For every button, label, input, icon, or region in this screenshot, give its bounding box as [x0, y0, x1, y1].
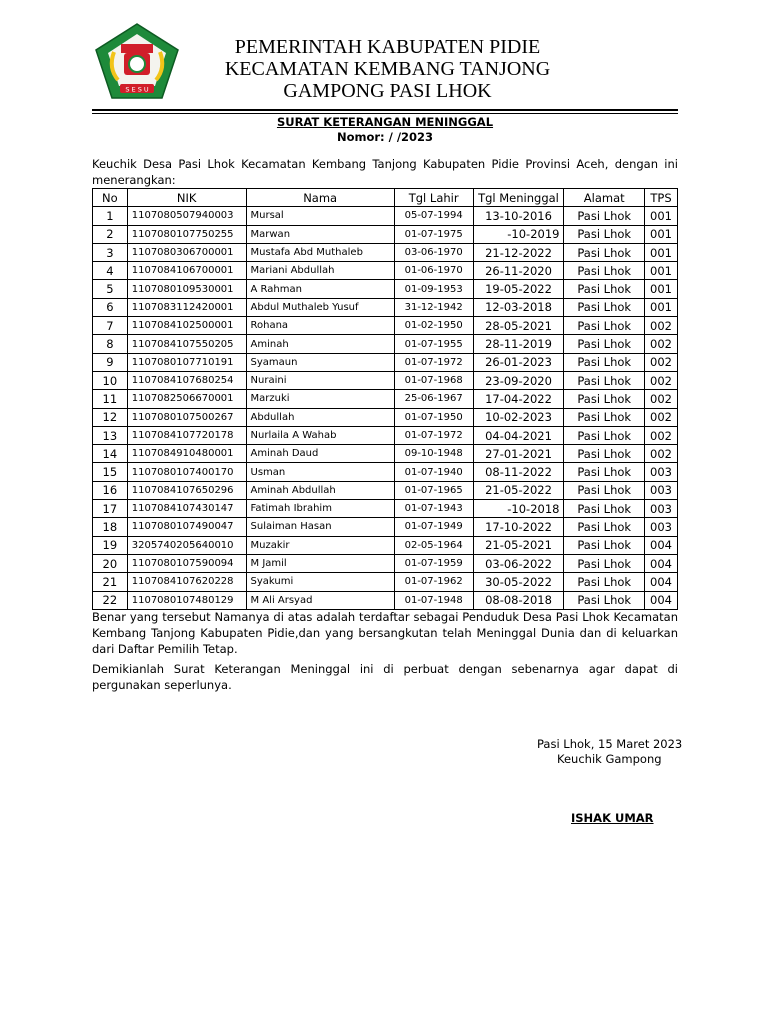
- cell-alamat: Pasi Lhok: [564, 518, 645, 536]
- cell-tgl-meninggal: 12-03-2018: [473, 298, 564, 316]
- cell-alamat: Pasi Lhok: [564, 463, 645, 481]
- cell-nik: 1107084107720178: [127, 426, 246, 444]
- cell-tgl-lahir: 01-02-1950: [394, 317, 473, 335]
- cell-nama: Sulaiman Hasan: [246, 518, 394, 536]
- cell-no: 2: [93, 225, 128, 243]
- cell-nik: 1107080107750255: [127, 225, 246, 243]
- cell-tps: 001: [645, 207, 678, 225]
- cell-tps: 001: [645, 280, 678, 298]
- kabupaten-pidie-emblem: [94, 22, 180, 102]
- cell-nama: Syamaun: [246, 353, 394, 371]
- cell-tgl-meninggal: 08-11-2022: [473, 463, 564, 481]
- cell-tgl-lahir: 01-07-1948: [394, 591, 473, 609]
- cell-no: 19: [93, 536, 128, 554]
- cell-tgl-meninggal: 30-05-2022: [473, 573, 564, 591]
- signature-position: Keuchik Gampong: [557, 752, 662, 766]
- table-row: [93, 426, 678, 444]
- cell-tgl-lahir: 02-05-1964: [394, 536, 473, 554]
- cell-tps: 003: [645, 500, 678, 518]
- cell-nik: 1107083112420001: [127, 298, 246, 316]
- table-row: [93, 317, 678, 335]
- cell-tgl-meninggal: -10-2019: [473, 225, 564, 243]
- cell-nama: Aminah: [246, 335, 394, 353]
- cell-tgl-lahir: 01-07-1959: [394, 554, 473, 572]
- cell-alamat: Pasi Lhok: [564, 317, 645, 335]
- table-header-row: [93, 189, 678, 207]
- cell-nik: 1107080107480129: [127, 591, 246, 609]
- letterhead: [190, 36, 585, 102]
- document-title: SURAT KETERANGAN MENINGGAL: [276, 115, 494, 129]
- cell-nama: Usman: [246, 463, 394, 481]
- table-row: [93, 408, 678, 426]
- cell-alamat: Pasi Lhok: [564, 243, 645, 261]
- cell-tgl-meninggal: 17-10-2022: [473, 518, 564, 536]
- cell-no: 9: [93, 353, 128, 371]
- cell-tps: 002: [645, 335, 678, 353]
- cell-nik: 1107080107710191: [127, 353, 246, 371]
- cell-tgl-lahir: 01-07-1943: [394, 500, 473, 518]
- col-header-no: No: [93, 189, 128, 207]
- table-row: [93, 335, 678, 353]
- deceased-table: [92, 188, 678, 610]
- cell-nik: 1107084107650296: [127, 481, 246, 499]
- document-number: Nomor: / /2023: [336, 130, 434, 144]
- cell-nik: 1107084107550205: [127, 335, 246, 353]
- intro-paragraph: Keuchik Desa Pasi Lhok Kecamatan Kembang Tanjong Kabupaten Pidie Provinsi Aceh, dengan ini menerangkan:: [92, 157, 678, 187]
- col-header-alamat: Alamat: [564, 189, 645, 207]
- letterhead-rule-thin: [92, 113, 678, 114]
- cell-tgl-meninggal: 21-05-2021: [473, 536, 564, 554]
- cell-nama: Rohana: [246, 317, 394, 335]
- cell-tgl-lahir: 01-07-1962: [394, 573, 473, 591]
- cell-tgl-lahir: 01-07-1968: [394, 371, 473, 389]
- cell-alamat: Pasi Lhok: [564, 353, 645, 371]
- cell-tps: 003: [645, 518, 678, 536]
- cell-tps: 002: [645, 317, 678, 335]
- cell-nama: Mariani Abdullah: [246, 262, 394, 280]
- cell-nama: A Rahman: [246, 280, 394, 298]
- cell-nama: Nurlaila A Wahab: [246, 426, 394, 444]
- cell-nik: 1107084910480001: [127, 445, 246, 463]
- cell-alamat: Pasi Lhok: [564, 481, 645, 499]
- letterhead-government: PEMERINTAH KABUPATEN PIDIE: [234, 36, 541, 58]
- table-row: [93, 390, 678, 408]
- cell-alamat: Pasi Lhok: [564, 280, 645, 298]
- cell-nama: Marzuki: [246, 390, 394, 408]
- cell-alamat: Pasi Lhok: [564, 371, 645, 389]
- cell-alamat: Pasi Lhok: [564, 500, 645, 518]
- cell-alamat: Pasi Lhok: [564, 390, 645, 408]
- cell-nama: Abdullah: [246, 408, 394, 426]
- cell-alamat: Pasi Lhok: [564, 335, 645, 353]
- cell-tgl-meninggal: 19-05-2022: [473, 280, 564, 298]
- cell-tgl-meninggal: 28-11-2019: [473, 335, 564, 353]
- cell-tgl-meninggal: 08-08-2018: [473, 591, 564, 609]
- cell-tps: 004: [645, 554, 678, 572]
- table-row: [93, 207, 678, 225]
- table-row: [93, 518, 678, 536]
- cell-alamat: Pasi Lhok: [564, 445, 645, 463]
- cell-tgl-lahir: 01-07-1940: [394, 463, 473, 481]
- cell-tps: 002: [645, 390, 678, 408]
- cell-nama: Aminah Abdullah: [246, 481, 394, 499]
- cell-nik: 1107084106700001: [127, 262, 246, 280]
- cell-nama: Mursal: [246, 207, 394, 225]
- cell-nik: 1107080306700001: [127, 243, 246, 261]
- cell-tps: 001: [645, 225, 678, 243]
- cell-tgl-lahir: 01-06-1970: [394, 262, 473, 280]
- table-row: [93, 536, 678, 554]
- cell-nik: 1107080109530001: [127, 280, 246, 298]
- table-row: [93, 573, 678, 591]
- cell-tgl-meninggal: 13-10-2016: [473, 207, 564, 225]
- cell-alamat: Pasi Lhok: [564, 591, 645, 609]
- cell-tps: 004: [645, 591, 678, 609]
- cell-no: 16: [93, 481, 128, 499]
- cell-no: 12: [93, 408, 128, 426]
- cell-nama: Syakumi: [246, 573, 394, 591]
- cell-alamat: Pasi Lhok: [564, 298, 645, 316]
- cell-tps: 001: [645, 298, 678, 316]
- cell-no: 10: [93, 371, 128, 389]
- cell-tps: 002: [645, 445, 678, 463]
- letterhead-district: KECAMATAN KEMBANG TANJONG: [224, 58, 551, 80]
- cell-tgl-lahir: 09-10-1948: [394, 445, 473, 463]
- cell-tgl-lahir: 03-06-1970: [394, 243, 473, 261]
- cell-no: 18: [93, 518, 128, 536]
- col-header-nama: Nama: [246, 189, 394, 207]
- cell-no: 5: [93, 280, 128, 298]
- closing-paragraph: Demikianlah Surat Keterangan Meninggal ini di perbuat dengan sebenarnya agar dapat di pergunakan seperlunya.: [92, 662, 678, 692]
- cell-alamat: Pasi Lhok: [564, 207, 645, 225]
- table-row: [93, 591, 678, 609]
- letterhead-village: GAMPONG PASI LHOK: [283, 80, 492, 102]
- cell-tgl-lahir: 01-07-1972: [394, 353, 473, 371]
- cell-nik: 1107080107490047: [127, 518, 246, 536]
- cell-no: 15: [93, 463, 128, 481]
- cell-nik: 1107084107620228: [127, 573, 246, 591]
- emblem-motto: S E S U: [125, 85, 149, 94]
- cell-tps: 001: [645, 243, 678, 261]
- cell-tps: 001: [645, 262, 678, 280]
- table-row: [93, 280, 678, 298]
- cell-tps: 002: [645, 426, 678, 444]
- table-row: [93, 554, 678, 572]
- cell-tgl-meninggal: 21-12-2022: [473, 243, 564, 261]
- cell-no: 1: [93, 207, 128, 225]
- cell-alamat: Pasi Lhok: [564, 262, 645, 280]
- table-row: [93, 500, 678, 518]
- cell-tgl-meninggal: 21-05-2022: [473, 481, 564, 499]
- cell-no: 20: [93, 554, 128, 572]
- cell-alamat: Pasi Lhok: [564, 225, 645, 243]
- cell-tgl-lahir: 01-07-1955: [394, 335, 473, 353]
- cell-no: 3: [93, 243, 128, 261]
- cell-tps: 002: [645, 408, 678, 426]
- cell-nik: 1107082506670001: [127, 390, 246, 408]
- cell-no: 4: [93, 262, 128, 280]
- cell-nama: Nuraini: [246, 371, 394, 389]
- cell-tgl-meninggal: 28-05-2021: [473, 317, 564, 335]
- cell-no: 14: [93, 445, 128, 463]
- signatory-name: ISHAK UMAR: [571, 811, 654, 825]
- table-row: [93, 445, 678, 463]
- cell-tgl-meninggal: 27-01-2021: [473, 445, 564, 463]
- cell-nik: 1107084107430147: [127, 500, 246, 518]
- cell-alamat: Pasi Lhok: [564, 426, 645, 444]
- cell-tgl-lahir: 01-07-1972: [394, 426, 473, 444]
- cell-tgl-lahir: 05-07-1994: [394, 207, 473, 225]
- cell-tps: 003: [645, 481, 678, 499]
- cell-no: 17: [93, 500, 128, 518]
- cell-nama: Muzakir: [246, 536, 394, 554]
- table-row: [93, 243, 678, 261]
- cell-nik: 3205740205640010: [127, 536, 246, 554]
- cell-no: 11: [93, 390, 128, 408]
- cell-nama: Fatimah Ibrahim: [246, 500, 394, 518]
- cell-no: 22: [93, 591, 128, 609]
- cell-tgl-meninggal: -10-2018: [473, 500, 564, 518]
- cell-nama: Marwan: [246, 225, 394, 243]
- col-header-tgl-lahir: Tgl Lahir: [394, 189, 473, 207]
- table-row: [93, 481, 678, 499]
- table-row: [93, 463, 678, 481]
- cell-tgl-meninggal: 04-04-2021: [473, 426, 564, 444]
- statement-paragraph: Benar yang tersebut Namanya di atas adalah terdaftar sebagai Penduduk Desa Pasi Lhok Kecamatan Kembang Tanjong Kabupaten Pidie,dan yang bersangkutan telah Meninggal Dunia dan di keluarkan dari Daftar Pemilih Tetap.: [92, 610, 678, 656]
- table-row: [93, 353, 678, 371]
- cell-alamat: Pasi Lhok: [564, 573, 645, 591]
- cell-nik: 1107084107680254: [127, 371, 246, 389]
- cell-nama: Aminah Daud: [246, 445, 394, 463]
- cell-no: 13: [93, 426, 128, 444]
- signature-place-date: Pasi Lhok, 15 Maret 2023: [537, 737, 683, 751]
- cell-tgl-lahir: 25-06-1967: [394, 390, 473, 408]
- cell-tgl-lahir: 01-07-1950: [394, 408, 473, 426]
- cell-tgl-lahir: 01-07-1975: [394, 225, 473, 243]
- cell-tps: 004: [645, 573, 678, 591]
- cell-nik: 1107080107400170: [127, 463, 246, 481]
- cell-nik: 1107084102500001: [127, 317, 246, 335]
- cell-tgl-meninggal: 26-11-2020: [473, 262, 564, 280]
- cell-alamat: Pasi Lhok: [564, 554, 645, 572]
- cell-nik: 1107080107500267: [127, 408, 246, 426]
- cell-no: 21: [93, 573, 128, 591]
- cell-alamat: Pasi Lhok: [564, 536, 645, 554]
- cell-nama: Abdul Muthaleb Yusuf: [246, 298, 394, 316]
- cell-tps: 002: [645, 371, 678, 389]
- cell-no: 7: [93, 317, 128, 335]
- table-row: [93, 262, 678, 280]
- col-header-tps: TPS: [645, 189, 678, 207]
- cell-nama: Mustafa Abd Muthaleb: [246, 243, 394, 261]
- col-header-nik: NIK: [127, 189, 246, 207]
- cell-tgl-lahir: 01-09-1953: [394, 280, 473, 298]
- cell-nama: M Ali Arsyad: [246, 591, 394, 609]
- cell-tgl-meninggal: 23-09-2020: [473, 371, 564, 389]
- cell-tgl-meninggal: 26-01-2023: [473, 353, 564, 371]
- cell-nik: 1107080107590094: [127, 554, 246, 572]
- cell-tgl-meninggal: 03-06-2022: [473, 554, 564, 572]
- table-row: [93, 225, 678, 243]
- cell-tgl-lahir: 31-12-1942: [394, 298, 473, 316]
- col-header-tgl-meninggal: Tgl Meninggal: [473, 189, 564, 207]
- table-row: [93, 371, 678, 389]
- cell-no: 6: [93, 298, 128, 316]
- cell-alamat: Pasi Lhok: [564, 408, 645, 426]
- cell-tgl-meninggal: 10-02-2023: [473, 408, 564, 426]
- cell-tps: 004: [645, 536, 678, 554]
- cell-tgl-lahir: 01-07-1949: [394, 518, 473, 536]
- table-row: [93, 298, 678, 316]
- letterhead-rule-thick: [92, 109, 678, 111]
- cell-tgl-meninggal: 17-04-2022: [473, 390, 564, 408]
- cell-tps: 003: [645, 463, 678, 481]
- cell-tgl-lahir: 01-07-1965: [394, 481, 473, 499]
- cell-nama: M Jamil: [246, 554, 394, 572]
- cell-nik: 1107080507940003: [127, 207, 246, 225]
- cell-tps: 002: [645, 353, 678, 371]
- cell-no: 8: [93, 335, 128, 353]
